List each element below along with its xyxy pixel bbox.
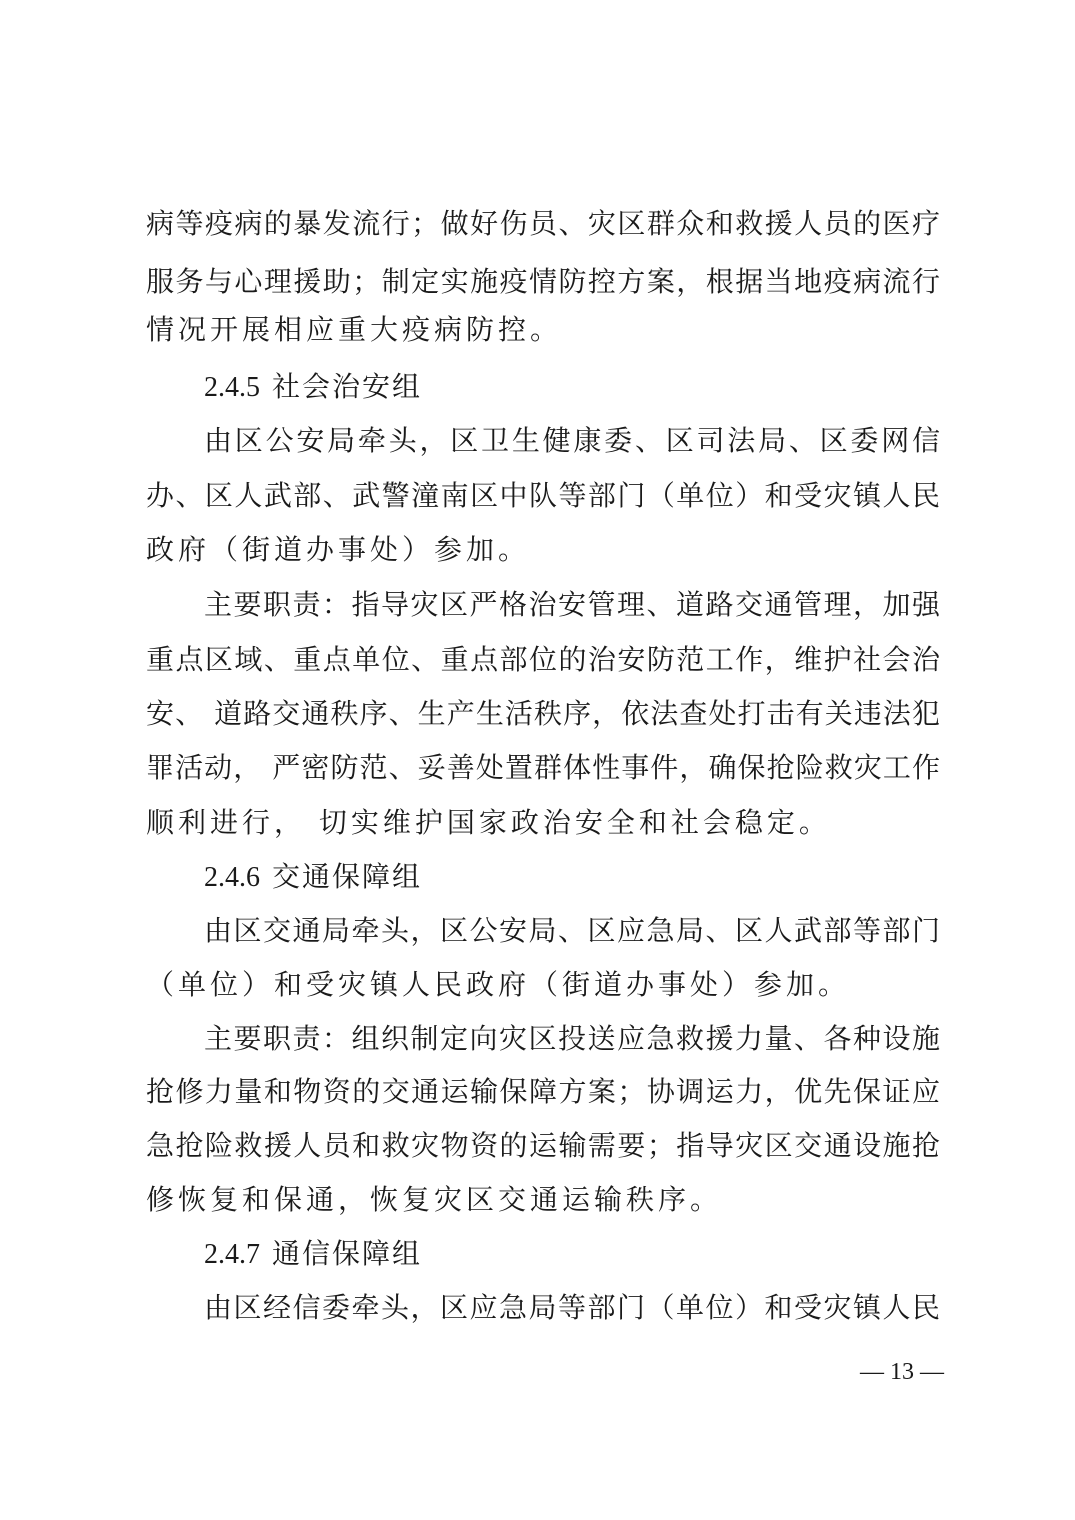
paragraph-line: 由区公安局牵头，区卫生健康委、区司法局、区委网信 <box>204 424 940 457</box>
page-number: — 13 — <box>860 1359 944 1385</box>
paragraph-line: 由区交通局牵头，区公安局、区应急局、区人武部等部门 <box>204 914 940 947</box>
paragraph-line: 抢修力量和物资的交通运输保障方案；协调运力，优先保证应 <box>146 1075 940 1108</box>
section-number: 2.4.5 <box>204 372 260 403</box>
paragraph-line: 主要职责：组织制定向灾区投送应急救援力量、各种设施 <box>204 1022 940 1055</box>
paragraph-line: 服务与心理援助；制定实施疫情防控方案，根据当地疫病流行 <box>146 265 940 298</box>
paragraph-line: 安、 道路交通秩序、生产生活秩序，依法查处打击有关违法犯 <box>146 697 940 730</box>
paragraph-line: 由区经信委牵头，区应急局等部门（单位）和受灾镇人民 <box>204 1291 940 1324</box>
paragraph-line: 重点区域、重点单位、重点部位的治安防范工作，维护社会治 <box>146 643 940 676</box>
section-number: 2.4.7 <box>204 1239 260 1270</box>
paragraph-line: 办、区人武部、武警潼南区中队等部门（单位）和受灾镇人民 <box>146 479 940 512</box>
paragraph-line: （单位）和受灾镇人民政府（街道办事处）参加。 <box>146 968 851 1001</box>
section-number: 2.4.6 <box>204 862 260 893</box>
paragraph-line: 修恢复和保通，恢复灾区交通运输秩序。 <box>146 1183 723 1216</box>
paragraph-line: 政府（街道办事处）参加。 <box>146 533 531 566</box>
section-title: 交通保障组 <box>272 860 423 893</box>
section-heading-2-4-6 <box>204 857 422 897</box>
paragraph-line: 病等疫病的暴发流行；做好伤员、灾区群众和救援人员的医疗 <box>146 207 940 240</box>
paragraph-line: 罪活动， 严密防范、妥善处置群体性事件，确保抢险救灾工作 <box>146 751 940 784</box>
paragraph-line: 顺利进行， 切实维护国家政治安全和社会稳定。 <box>146 806 831 839</box>
section-heading-2-4-7 <box>204 1234 422 1274</box>
section-title: 通信保障组 <box>272 1237 423 1270</box>
paragraph-line: 情况开展相应重大疫病防控。 <box>146 313 563 346</box>
paragraph-line: 急抢险救援人员和救灾物资的运输需要；指导灾区交通设施抢 <box>146 1129 940 1162</box>
section-heading-2-4-5 <box>204 367 422 407</box>
section-title: 社会治安组 <box>272 370 423 403</box>
paragraph-line: 主要职责：指导灾区严格治安管理、道路交通管理，加强 <box>204 588 940 621</box>
